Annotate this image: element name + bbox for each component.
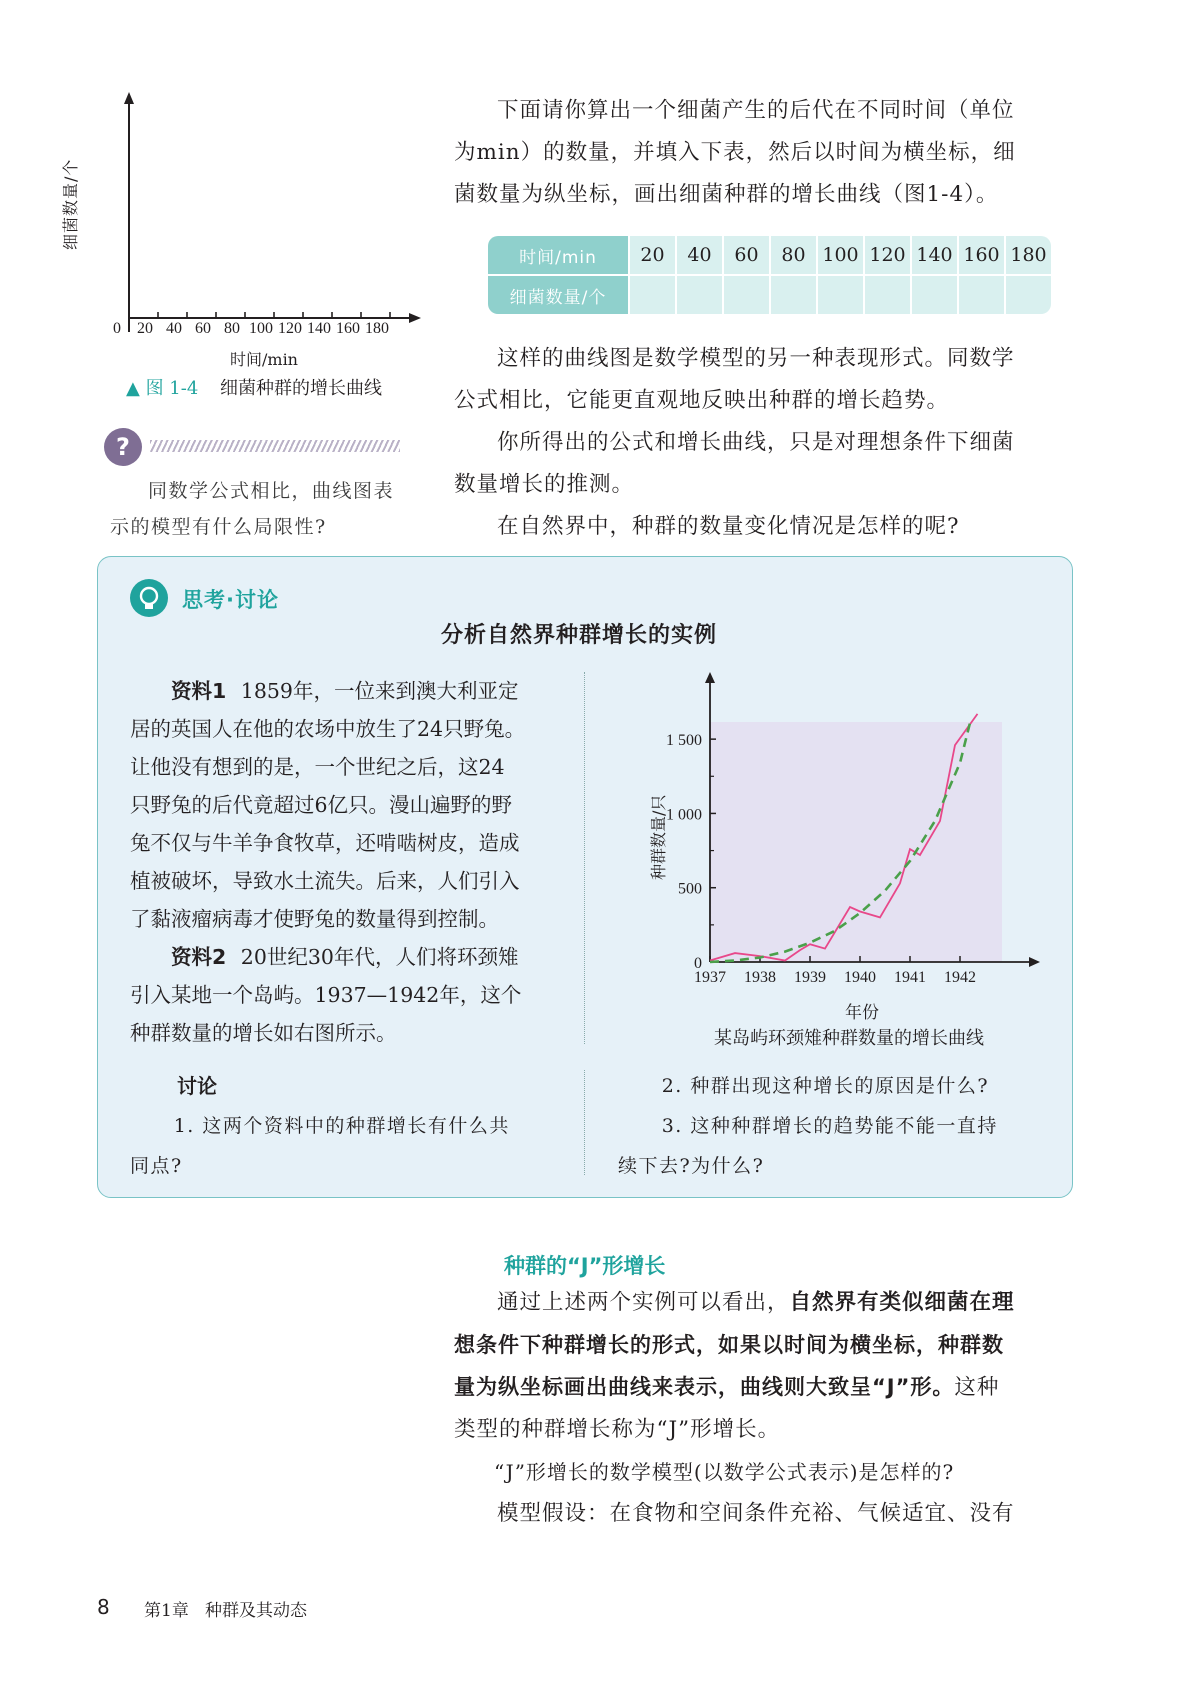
j-section-heading: 种群的“J”形增长 [504,1254,666,1278]
lightbulb-icon [130,579,168,617]
think-icon [130,579,168,617]
tick-label: 120 [278,320,302,337]
tick-label: 0 [113,320,121,337]
x-tick-label: 1938 [744,969,776,986]
discuss-heading: 讨论 [177,1074,217,1098]
material-text [130,672,560,1052]
j-line: 模型假设：在食物和空间条件充裕、气候适宜、没有 [497,1501,1015,1526]
question-line: 示的模型有什么局限性? [110,516,327,538]
table-head: 细菌数量/个 [488,276,630,314]
figure-1-4-caption [126,374,382,400]
table-input-cell[interactable] [1006,276,1051,314]
column-divider [584,672,585,1044]
chart-xlabel: 年份 [845,1003,879,1023]
material2-first-line [130,938,560,976]
question-note-text [110,473,410,545]
j-text: 这种 [954,1375,1000,1400]
material1-first-line [130,672,560,710]
material2-line: 种群数量的增长如右图所示。 [130,1021,397,1045]
table-cell: 20 [630,236,677,276]
material1-line: 1859年，一位来到澳大利亚定 [240,679,519,703]
j-line: 类型的种群增长称为“J”形增长。 [454,1417,781,1442]
material1-line: 了黏液瘤病毒才使野兔的数量得到控制。 [130,907,499,931]
pheasant-growth-chart [630,672,1050,1022]
material1-line: 兔不仅与牛羊争食牧草，还啃啮树皮，造成 [130,831,520,855]
material1-line: 居的英国人在他的农场中放生了24只野兔。 [130,717,526,741]
formula-line: 数量增长的推测。 [454,472,635,497]
material2-label: 资料2 [171,945,227,969]
table-input-cell[interactable] [724,276,771,314]
caption-text: 细菌种群的增长曲线 [220,378,383,399]
nature-question: 在自然界中，种群的数量变化情况是怎样的呢? [497,514,960,539]
curve-paragraph [454,338,1074,548]
j-line: 想条件下种群增长的形式，如果以时间为横坐标，种群数 [454,1333,1004,1357]
question-line: 同数学公式相比，曲线图表 [148,480,395,502]
material1-line: 让他没有想到的是，一个世纪之后，这24 [130,755,505,779]
formula-line: 你所得出的公式和增长曲线，只是对理想条件下细菌 [497,430,1015,455]
x-tick-label: 1942 [944,969,976,986]
chapter-title: 第1章 种群及其动态 [144,1601,308,1621]
chart-ylabel: 种群数量/只 [649,794,668,880]
table-row [488,276,1051,314]
j-text-bold: 自然界有类似细菌在理 [789,1290,1015,1315]
chart-caption: 某岛屿环颈雉种群数量的增长曲线 [714,1028,984,1049]
table-input-cell[interactable] [630,276,677,314]
j-line [454,1366,1074,1409]
material2-line: 20世纪30年代，人们将环颈雉 [240,945,519,969]
x-axis-arrow [1029,957,1040,967]
material1-label: 资料1 [171,679,227,703]
j-section-body [454,1282,1074,1535]
q3-line: 续下去?为什么? [618,1155,765,1177]
table-input-cell[interactable] [677,276,724,314]
j-text: 通过上述两个实例可以看出， [497,1290,790,1315]
j-line: “J”形增长的数学模型(以数学公式表示)是怎样的? [494,1460,955,1484]
question-divider [150,440,400,452]
y-axis-arrow [705,672,715,683]
intro-paragraph [454,90,1074,216]
table-cell: 140 [912,236,959,276]
table-head: 时间/min [488,236,630,276]
column-divider [584,1070,585,1175]
material2-line: 引入某地一个岛屿。1937—1942年，这个 [130,983,522,1007]
j-text-bold: 量为纵坐标画出曲线来表示，曲线则大致呈“J”形。 [454,1375,955,1399]
discussion-title: 分析自然界种群增长的实例 [441,623,718,648]
figure-1-4-xlabel: 时间/min [230,350,298,369]
j-line [454,1282,1074,1324]
tick-label: 100 [249,320,273,337]
q1-line: 1. 这两个资料中的种群增长有什么共 [173,1115,510,1137]
curve-line: 这样的曲线图是数学模型的另一种表现形式。同数学 [497,346,1015,371]
table-cell: 40 [677,236,724,276]
table-input-cell[interactable] [865,276,912,314]
q1-line: 同点? [130,1155,183,1177]
tick-label: 20 [137,320,153,337]
y-tick-label: 0 [694,955,702,972]
x-tick-label: 1937 [694,969,726,986]
material1-line: 只野兔的后代竟超过6亿只。漫山遍野的野 [130,793,513,817]
question-icon: ? [104,428,142,466]
curve-line: 公式相比，它能更直观地反映出种群的增长趋势。 [454,388,950,413]
intro-line: 菌数量为纵坐标，画出细菌种群的增长曲线（图1-4）。 [454,182,999,207]
tick-label: 60 [195,320,211,337]
tick-label: 180 [365,320,389,337]
material1-line: 植被破坏，导致水土流失。后来，人们引入 [130,869,520,893]
tick-label: 160 [336,320,360,337]
x-tick-label: 1939 [794,969,826,986]
y-tick-label: 1 500 [666,732,702,750]
table-cell: 180 [1006,236,1051,276]
table-input-cell[interactable] [959,276,1006,314]
tick-label: 40 [166,320,182,337]
y-tick-label: 500 [678,880,702,898]
discuss-q1 [130,1106,560,1186]
table-cell: 120 [865,236,912,276]
plot-area [710,722,1002,962]
table-input-cell[interactable] [912,276,959,314]
tick-label: 140 [307,320,331,337]
growth-table [488,236,1051,314]
q2-line: 2. 种群出现这种增长的原因是什么? [661,1075,990,1097]
table-cell: 60 [724,236,771,276]
caption-label: ▲ 图 1-4 [126,378,199,399]
discuss-q2-q3 [618,1066,1058,1186]
y-tick-label: 1 000 [666,806,702,824]
figure-1-4-axes [95,92,425,352]
intro-line: 下面请你算出一个细菌产生的后代在不同时间（单位 [497,98,1015,123]
table-row [488,236,1051,276]
table-cell: 100 [818,236,865,276]
discussion-badge: 思考·讨论 [182,588,279,612]
table-cell: 80 [771,236,818,276]
table-cell: 160 [959,236,1006,276]
q3-line: 3. 这种种群增长的趋势能不能一直持 [661,1115,998,1137]
table-input-cell[interactable] [818,276,865,314]
intro-line: 为min）的数量，并填入下表，然后以时间为横坐标，细 [454,140,1016,165]
x-tick-label: 1940 [844,969,876,986]
page-number: 8 [97,1595,110,1619]
table-input-cell[interactable] [771,276,818,314]
tick-label: 80 [224,320,240,337]
x-tick-label: 1941 [894,969,926,986]
figure-1-4-ylabel: 细菌数量/个 [61,158,80,250]
